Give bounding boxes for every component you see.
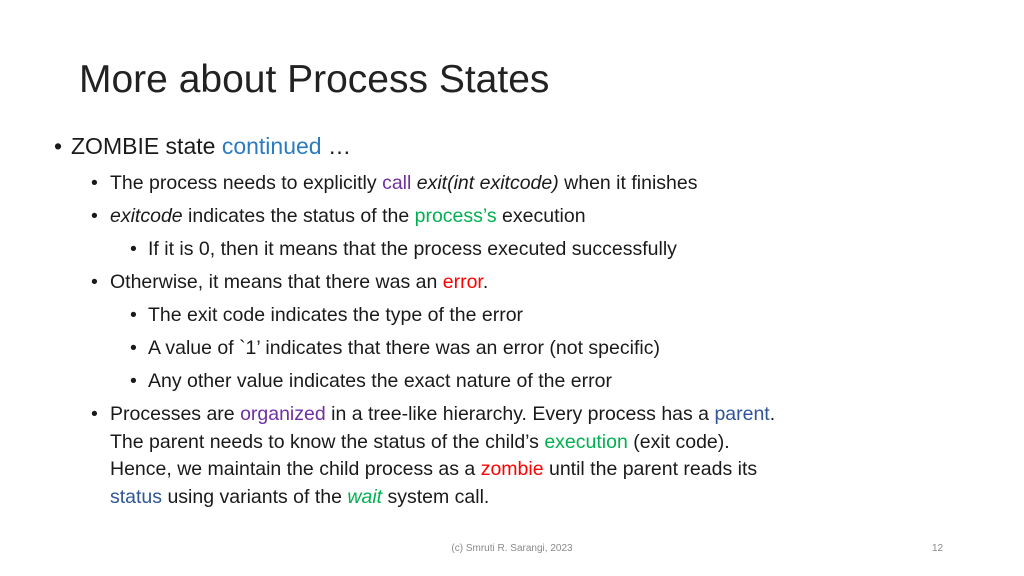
slide-title: More about Process States [79, 58, 550, 101]
text: until the parent reads its [543, 458, 758, 480]
bullet-zombie-continued [71, 133, 351, 160]
bullet-other-value [148, 370, 612, 393]
footer-credit: (c) Smruti R. Sarangi, 2023 [451, 543, 573, 554]
text: If it is 0, then it means that the process executed successfully [148, 238, 677, 260]
text-italic: exitcode [110, 205, 183, 227]
bullet-tree-line-4 [110, 486, 489, 509]
bullet-tree-line-3 [110, 458, 757, 481]
text: in a tree-like hierarchy. Every process has a [325, 403, 715, 425]
text-italic: exit(int exitcode) [416, 172, 559, 194]
text: Otherwise, it means that there was an [110, 271, 443, 293]
bullet-tree-line-2 [110, 431, 730, 454]
text: Hence, we maintain the child process as a [110, 458, 481, 480]
text-highlight: process’s [414, 205, 497, 227]
bullet-icon: • [91, 172, 98, 194]
text-highlight-italic: wait [347, 486, 383, 508]
bullet-zero-success [148, 238, 677, 261]
text: system call. [382, 486, 490, 508]
bullet-icon: • [91, 271, 98, 293]
text: Any other value indicates the exact nature of the error [148, 370, 612, 392]
text: ZOMBIE state [71, 133, 222, 159]
bullet-otherwise-error [110, 271, 488, 294]
text-highlight: call [382, 172, 412, 194]
text: A value of `1’ indicates that there was an error (not specific) [148, 337, 660, 359]
text: execution [496, 205, 586, 227]
text: indicates the status of the [182, 205, 415, 227]
bullet-icon: • [91, 205, 98, 227]
text-highlight: execution [544, 431, 628, 453]
slide-number: 12 [932, 543, 944, 554]
text: using variants of the [162, 486, 348, 508]
text-highlight: status [110, 486, 163, 508]
text: The parent needs to know the status of the child’s [110, 431, 545, 453]
text: The exit code indicates the type of the error [148, 304, 524, 326]
text: The process needs to explicitly [110, 172, 383, 194]
bullet-icon: • [54, 133, 63, 159]
text: … [321, 133, 351, 159]
bullet-tree-line-1 [110, 403, 775, 426]
text-highlight: error [442, 271, 483, 293]
text-highlight: parent [714, 403, 770, 425]
bullet-explicit-exit [110, 172, 697, 195]
bullet-exitcode-status [110, 205, 586, 228]
text: . [482, 271, 489, 293]
bullet-icon: • [91, 403, 98, 425]
bullet-error-type [148, 304, 523, 327]
bullet-value-one [148, 337, 660, 360]
bullet-icon: • [130, 370, 137, 392]
bullet-icon: • [130, 238, 137, 260]
text: . [769, 403, 776, 425]
text-highlight: zombie [480, 458, 544, 480]
bullet-icon: • [130, 337, 137, 359]
text: Processes are [110, 403, 241, 425]
text: (exit code). [627, 431, 730, 453]
bullet-icon: • [130, 304, 137, 326]
text-highlight: organized [240, 403, 326, 425]
text-highlight: continued [221, 133, 322, 159]
text: when it finishes [558, 172, 698, 194]
